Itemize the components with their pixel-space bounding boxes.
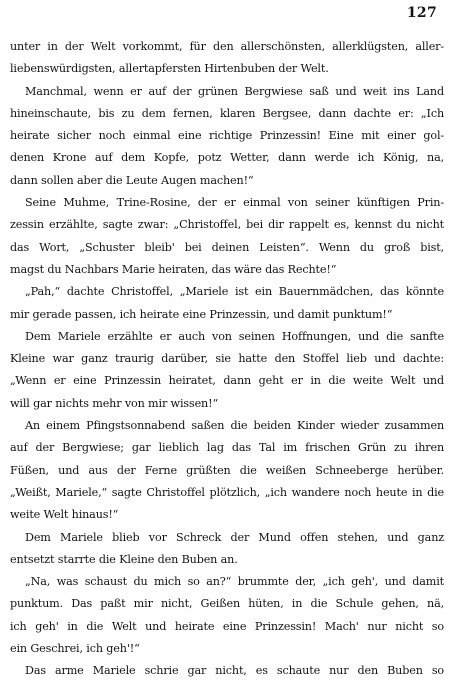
text-line: Manchmal, wenn er auf der grünen Bergwiese saß und weit ins Land <box>25 84 444 98</box>
paragraph <box>10 527 444 572</box>
paragraph <box>10 36 444 81</box>
text-line: Dem Mariele erzählte er auch von seinen Hoffnungen, und die sanfte <box>25 329 444 343</box>
text-line: hineinschaute, bis zu dem fernen, klaren Bergsee, dann dachte er: „Ich <box>10 106 444 120</box>
text-line: denen Krone auf dem Kopfe, potz Wetter, dann werde ich König, na, <box>10 151 444 165</box>
text-line: zessin erzählte, sagte zwar: „Christoffel, bei dir rappelt es, kennst du nicht <box>10 218 444 232</box>
paragraph <box>10 571 444 660</box>
text-line: „Na, was schaust du mich so an?“ brummte der, „ich geh', und damit <box>25 575 444 589</box>
text-line: weite Welt hinaus!“ <box>10 508 119 522</box>
text-line: Kleine war ganz traurig darüber, sie hatte den Stoffel lieb und dachte: <box>10 352 444 366</box>
paragraph <box>10 660 444 682</box>
text-line: mir gerade passen, ich heirate eine Prinzessin, und damit punktum!“ <box>10 307 393 321</box>
text-line: punktum. Das paßt mir nicht, Geißen hüten, in die Schule gehen, nä, <box>10 597 444 611</box>
text-line: heirate sicher noch einmal eine richtige Prinzessin! Eine mit einer gol- <box>10 129 444 143</box>
text-line: „Wenn er eine Prinzessin heiratet, dann geht er in die weite Welt und <box>10 374 444 388</box>
text-line: Das arme Mariele schrie gar nicht, es schaute nur den Buben so <box>25 664 444 678</box>
text-line: das Wort, „Schuster bleib' bei deinen Leisten“. Wenn du groß bist, <box>10 240 444 254</box>
paragraph <box>10 281 444 326</box>
text-line: An einem Pfingstsonnabend saßen die beiden Kinder wieder zusammen <box>25 419 444 433</box>
text-line: „Pah,“ dachte Christoffel, „Mariele ist ein Bauernmädchen, das könnte <box>25 285 444 299</box>
text-line: auf der Bergwiese; gar lieblich lag das Tal im frischen Grün zu ihren <box>10 441 444 455</box>
text-line: will gar nichts mehr von mir wissen!“ <box>10 396 219 410</box>
paragraph <box>10 81 444 192</box>
text-line: ein Geschrei, ich geh'!“ <box>10 642 140 656</box>
text-line: entsetzt starrte die Kleine den Buben an. <box>10 552 238 566</box>
text-line: unter in der Welt vorkommt, für den allerschönsten, allerklügsten, aller- <box>10 40 444 53</box>
paragraph <box>10 192 444 281</box>
page-number: 127 <box>406 5 437 21</box>
paragraph <box>10 326 444 415</box>
text-line: ich geh' in die Welt und heirate eine Prinzessin! Mach' nur nicht so <box>10 619 444 633</box>
text-line: Füßen, und aus der Ferne grüßten die weißen Schneeberge herüber. <box>10 463 444 477</box>
body-text <box>10 36 444 683</box>
text-line: dann sollen aber die Leute Augen machen!“ <box>10 173 254 187</box>
text-line: liebenswürdigsten, allertapfersten Hirtenbuben der Welt. <box>10 62 329 76</box>
text-line: „Weißt, Mariele,“ sagte Christoffel plötzlich, „ich wandere noch heute in die <box>10 485 444 499</box>
paragraph <box>10 415 444 526</box>
text-line: magst du Nachbars Marie heiraten, das wäre das Rechte!“ <box>10 262 337 276</box>
text-line: Dem Mariele blieb vor Schreck der Mund offen stehen, und ganz <box>25 530 444 544</box>
text-line: Seine Muhme, Trine-Rosine, der er einmal von seiner künftigen Prin- <box>25 196 444 210</box>
